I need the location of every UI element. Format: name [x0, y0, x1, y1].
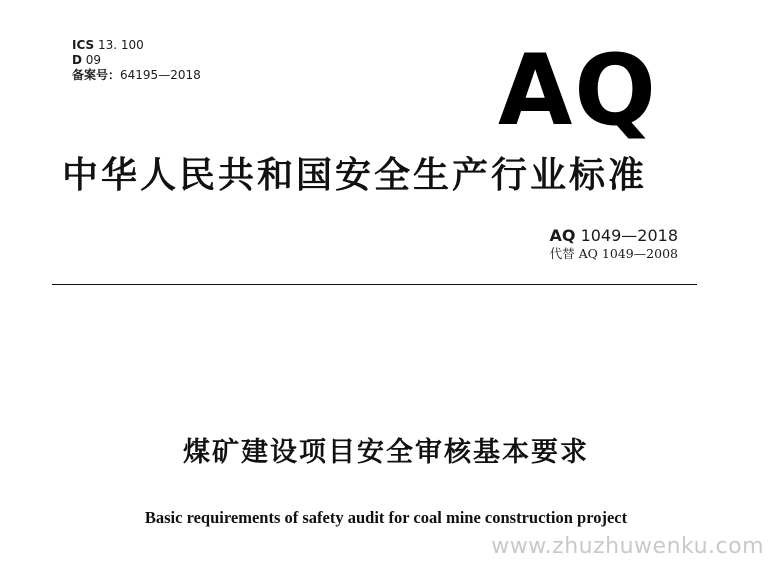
ics-value: 13. 100: [97, 38, 144, 52]
divider-rule: [52, 284, 697, 285]
organization-title: 中华人民共和国安全生产行业标准: [62, 155, 648, 196]
standard-code-prefix: AQ: [549, 226, 576, 245]
standard-code: [549, 226, 678, 246]
standard-code-number: 1049—2018: [580, 226, 678, 245]
document-title-cn: 煤矿建设项目安全审核基本要求: [183, 437, 589, 468]
class-label: D: [72, 53, 82, 67]
standard-number-block: [549, 226, 678, 262]
ics-row: [72, 38, 201, 53]
classification-block: [72, 38, 201, 83]
aq-logo: AQ: [498, 34, 658, 148]
class-row: [72, 53, 201, 68]
replaces-standard: 代替 AQ 1049—2008: [549, 246, 678, 261]
record-row: [72, 68, 201, 83]
record-label: 备案号：: [72, 68, 121, 82]
document-title-en: Basic requirements of safety audit for coal mine construction project: [144, 508, 628, 527]
class-value: 09: [85, 53, 102, 67]
ics-label: ICS: [72, 38, 95, 52]
record-value: 64195—2018: [120, 68, 201, 82]
watermark: www.zhuzhuwenku.com: [491, 534, 764, 559]
